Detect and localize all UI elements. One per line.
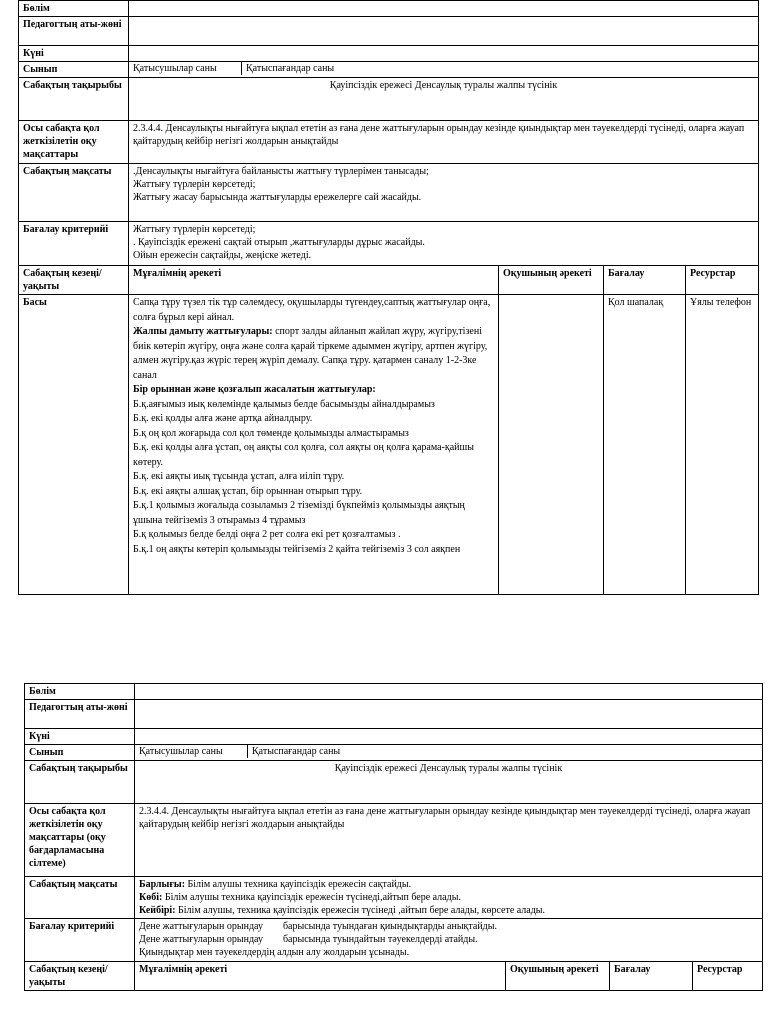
absent-count-label: Қатыспағандар саны <box>252 746 341 757</box>
objectives-text: 2.3.4.4. Денсаулықты нығайтуға ықпал ететін аз ғана дене жаттығуларын орындау кезінде қиындықтар мен тәуекелдерді түсінеді, оларға жауап қайтарудың кейбір негізгі жолдарын анықтайды <box>135 804 763 877</box>
class-value <box>135 745 763 761</box>
goal-item-text: Білім алушы, техника қауіпсіздік ережесін түсінеді ,айтып бере алады, көрсете алады. <box>175 905 546 916</box>
objectives-text: 2.3.4.4. Денсаулықты нығайтуға ықпал ететін аз ғана дене жаттығуларын орындау кезінде қиындықтар мен тәуекелдерді түсінеді, оларға жауап қайтарудың кейбір негізгі жолдарын анықтайды <box>129 121 759 164</box>
goal-text <box>129 164 759 222</box>
goal-item-text: Білім алушы техника қауіпсіздік ережесін түсінеді,айтып бере алады. <box>162 892 461 903</box>
criteria-line: Қиындықтар мен тәуекелдердің алдын алу жолдарын ұсынады. <box>139 947 410 958</box>
drill-item: Б.қ. екі аяқты алшақ ұстап, бір орыннан отырып тұру. <box>133 485 363 497</box>
page-2 <box>24 683 762 991</box>
label-class: Сынып <box>25 745 135 761</box>
class-value <box>129 62 759 78</box>
resources-value: Ұялы телефон <box>686 295 759 595</box>
goal-item <box>139 904 758 917</box>
date-value[interactable] <box>135 729 763 745</box>
warmup-block <box>133 325 494 383</box>
warmup-text: спорт залды айланып жайлап жүру, жүгіру,тізені биік көтеріп жүгіру, оңға және солға қарай тіркеме адыммен жүгіру, артпен жүгіру, алмен жүгіру.қаз жүріс терең жүріп демалу. Сапқа тұру. қатармен саналу 1-2-3ке санал <box>133 326 488 381</box>
criteria-line: Жаттығу түрлерін көрсетеді; <box>133 224 256 235</box>
label-section: Бөлім <box>25 684 135 700</box>
drill-item: Б.қ қолымыз белде белді оңға 2 рет солға екі рет қозғалтамыз . <box>133 529 401 540</box>
goal-line: Жаттығу жасау барысында жаттығуларды ережелерге сай жасайды. <box>133 192 422 203</box>
header-assessment: Бағалау <box>604 266 686 295</box>
teacher-action-text <box>129 295 499 595</box>
label-date: Күні <box>19 46 129 62</box>
label-goal: Сабақтың мақсаты <box>25 877 135 919</box>
section-value[interactable] <box>129 1 759 17</box>
lesson-plan-table-2 <box>24 683 763 991</box>
label-section: Бөлім <box>19 1 129 17</box>
criteria-line: Дене жаттығуларын орындау барысында туындайтын тәуекелдерді атайды. <box>139 934 478 945</box>
criteria-line: Ойын ережесін сақтайды, жеңіске жетеді. <box>133 250 312 261</box>
date-value[interactable] <box>129 46 759 62</box>
drill-label <box>133 383 494 398</box>
absent-count-label: Қатыспағандар саны <box>246 63 335 74</box>
section-value[interactable] <box>135 684 763 700</box>
goal-item-label: Көбі: <box>139 892 163 903</box>
goal-item <box>139 878 758 891</box>
label-teacher: Педагогтың аты-жөні <box>19 17 129 46</box>
present-count-label: Қатысушылар саны <box>129 62 242 75</box>
stage-start: Басы <box>19 295 129 595</box>
present-count-label: Қатысушылар саны <box>135 745 248 758</box>
assessment-value: Қол шапалақ <box>604 295 686 595</box>
teacher-value[interactable] <box>129 17 759 46</box>
drill-label-text: Бір орыннан және қозғалып жасалатын жаттығулар: <box>133 384 376 395</box>
label-criteria: Бағалау критерийі <box>25 919 135 962</box>
warmup-label: Жалпы дамыту жаттығулары: <box>133 326 273 337</box>
header-assessment: Бағалау <box>610 962 693 991</box>
drill-item: Б.қ.аяғымыз иық көлемінде қалымыз белде басымызды айналдырамыз <box>133 398 435 410</box>
criteria-line: Дене жаттығуларын орындау барысында туындаған қиындықтарды анықтайды. <box>139 921 497 932</box>
header-student-action: Оқушының әрекеті <box>506 962 610 991</box>
intro-text: Сапқа тұру түзел тік тұр сәлемдесу, оқушыларды түгендеу,саптық жаттығулар оңға, солға бұрыл кері айнал. <box>133 297 491 323</box>
label-teacher: Педагогтың аты-жөні <box>25 700 135 729</box>
goal-item-label: Кейбірі: <box>139 905 176 916</box>
label-topic: Сабақтың тақырыбы <box>25 761 135 804</box>
label-stage: Сабақтың кезеңі/ уақыты <box>19 266 129 295</box>
topic-text: Қауіпсіздік ережесі Денсаулық туралы жалпы түсінік <box>135 761 763 804</box>
drill-item: Б.қ.1 қолымыз жоғалыда созыламыз 2 тіземізді бүкпейміз қолымызды аяқтың ұшына тейгіземіз 3 отырамыз 4 тұрамыз <box>133 500 465 526</box>
header-teacher-action: Мұғалімнің әрекеті <box>135 962 506 991</box>
teacher-value[interactable] <box>135 700 763 729</box>
drill-item: Б.қ. екі қолды алға және артқа айналдыру. <box>133 413 313 424</box>
header-resources: Ресурстар <box>686 266 759 295</box>
topic-text: Қауіпсіздік ережесі Денсаулық туралы жалпы түсінік <box>129 78 759 121</box>
label-topic: Сабақтың тақырыбы <box>19 78 129 121</box>
label-objectives: Осы сабақта қол жеткізілетін оқу мақсаттары (оқу бағдарламасына сілтеме) <box>25 804 135 877</box>
header-teacher-action: Мұғалімнің әрекеті <box>129 266 499 295</box>
goal-item-text: Білім алушы техника қауіпсіздік ережесін сақтайды. <box>185 879 412 890</box>
label-class: Сынып <box>19 62 129 78</box>
drill-item: Б.қ.1 оң аяқты көтеріп қолымызды тейгіземіз 2 қайта тейгіземіз 3 сол аяқпен <box>133 543 461 555</box>
goal-item-label: Барлығы: <box>139 879 186 890</box>
header-student-action: Оқушының әрекеті <box>499 266 604 295</box>
label-date: Күні <box>25 729 135 745</box>
criteria-text <box>135 919 763 962</box>
drill-item: Б.қ оң қол жоғарыда сол қол төменде қолымызды алмастырамыз <box>133 427 409 439</box>
label-objectives: Осы сабақта қол жеткізілетін оқу мақсаттары <box>19 121 129 164</box>
goal-text <box>135 877 763 919</box>
criteria-line: . Қауіпсіздік ережені сақтай отырып ,жаттығуларды дұрыс жасайды. <box>133 237 425 248</box>
drill-item: Б.қ. екі қолды алға ұстап, оң аяқты сол қолға, сол аяқты оң қолға қарама-қайшы көтеру. <box>133 442 474 468</box>
drill-item: Б.қ. екі аяқты иық тұсында ұстап, алға иіліп тұру. <box>133 471 345 482</box>
criteria-text <box>129 222 759 266</box>
lesson-plan-table-1 <box>18 0 759 595</box>
goal-line: .Денсаулықты нығайтуға байланысты жаттығу түрлерімен танысады; <box>133 166 429 177</box>
goal-line: Жаттығу түрлерін көрсетеді; <box>133 179 256 190</box>
label-goal: Сабақтың мақсаты <box>19 164 129 222</box>
student-action-cell[interactable] <box>499 295 604 595</box>
label-stage: Сабақтың кезеңі/ уақыты <box>25 962 135 991</box>
label-criteria: Бағалау критерийі <box>19 222 129 266</box>
header-resources: Ресурстар <box>693 962 763 991</box>
goal-item <box>139 891 758 904</box>
